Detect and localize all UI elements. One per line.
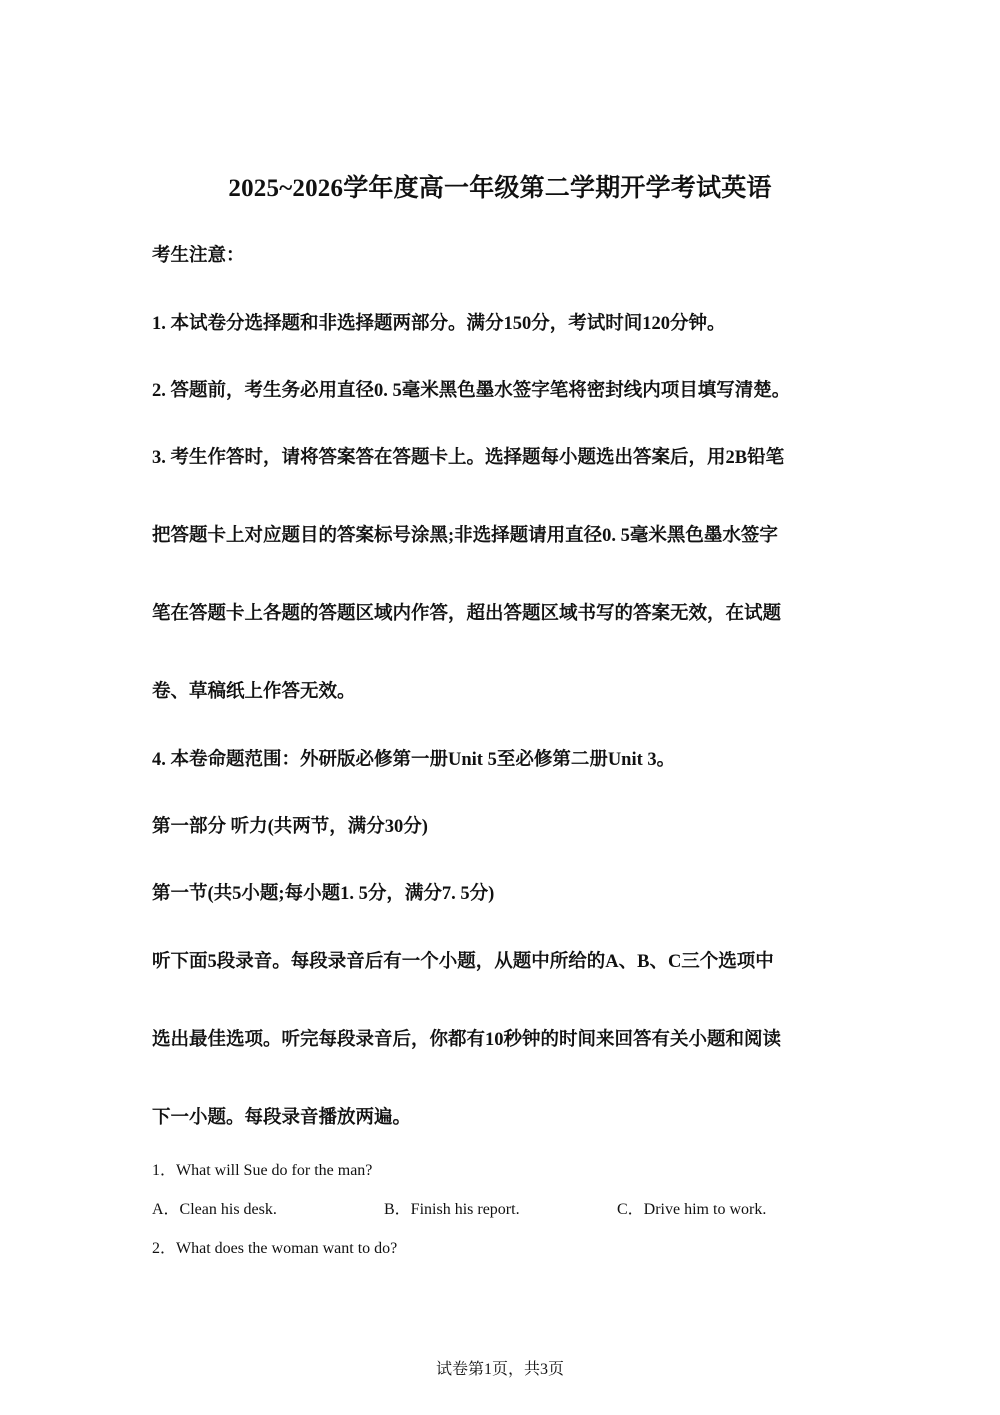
question-1-option-a: A．Clean his desk. xyxy=(152,1201,277,1218)
page-title: 2025~2026学年度高一年级第二学期开学考试英语 xyxy=(228,175,772,202)
section-one-heading: 第一节(共5小题;每小题1. 5分，满分7. 5分) xyxy=(152,884,495,904)
notice-item-3-cont-2: 笔在答题卡上各题的答题区域内作答，超出答题区域书写的答案无效，在试题 xyxy=(152,604,782,624)
question-1-option-b: B．Finish his report. xyxy=(384,1201,520,1218)
notice-item-2: 2. 答题前，考生务必用直径0. 5毫米黑色墨水签字笔将密封线内项目填写清楚。 xyxy=(152,381,791,401)
question-2-stem: 2．What does the woman want to do? xyxy=(152,1240,398,1257)
notice-item-3-cont-1: 把答题卡上对应题目的答案标号涂黑;非选择题请用直径0. 5毫米黑色墨水签字 xyxy=(152,526,778,546)
instruction-line-2: 选出最佳选项。听完每段录音后，你都有10秒钟的时间来回答有关小题和阅读 xyxy=(152,1030,782,1050)
instruction-line-3: 下一小题。每段录音播放两遍。 xyxy=(152,1108,412,1128)
question-1-stem: 1．What will Sue do for the man? xyxy=(152,1162,373,1179)
notice-heading: 考生注意： xyxy=(152,246,245,266)
notice-item-3-cont-3: 卷、草稿纸上作答无效。 xyxy=(152,682,356,702)
notice-item-3: 3. 考生作答时，请将答案答在答题卡上。选择题每小题选出答案后，用2B铅笔 xyxy=(152,448,785,468)
question-1-option-c: C．Drive him to work. xyxy=(617,1201,767,1218)
instruction-line-1: 听下面5段录音。每段录音后有一个小题，从题中所给的A、B、C三个选项中 xyxy=(152,952,774,972)
page-footer: 试卷第1页，共3页 xyxy=(435,1361,564,1378)
part-one-heading: 第一部分 听力(共两节，满分30分) xyxy=(152,817,428,837)
notice-item-1: 1. 本试卷分选择题和非选择题两部分。满分150分，考试时间120分钟。 xyxy=(152,314,726,334)
notice-item-4: 4. 本卷命题范围：外研版必修第一册Unit 5至必修第二册Unit 3。 xyxy=(152,750,676,770)
